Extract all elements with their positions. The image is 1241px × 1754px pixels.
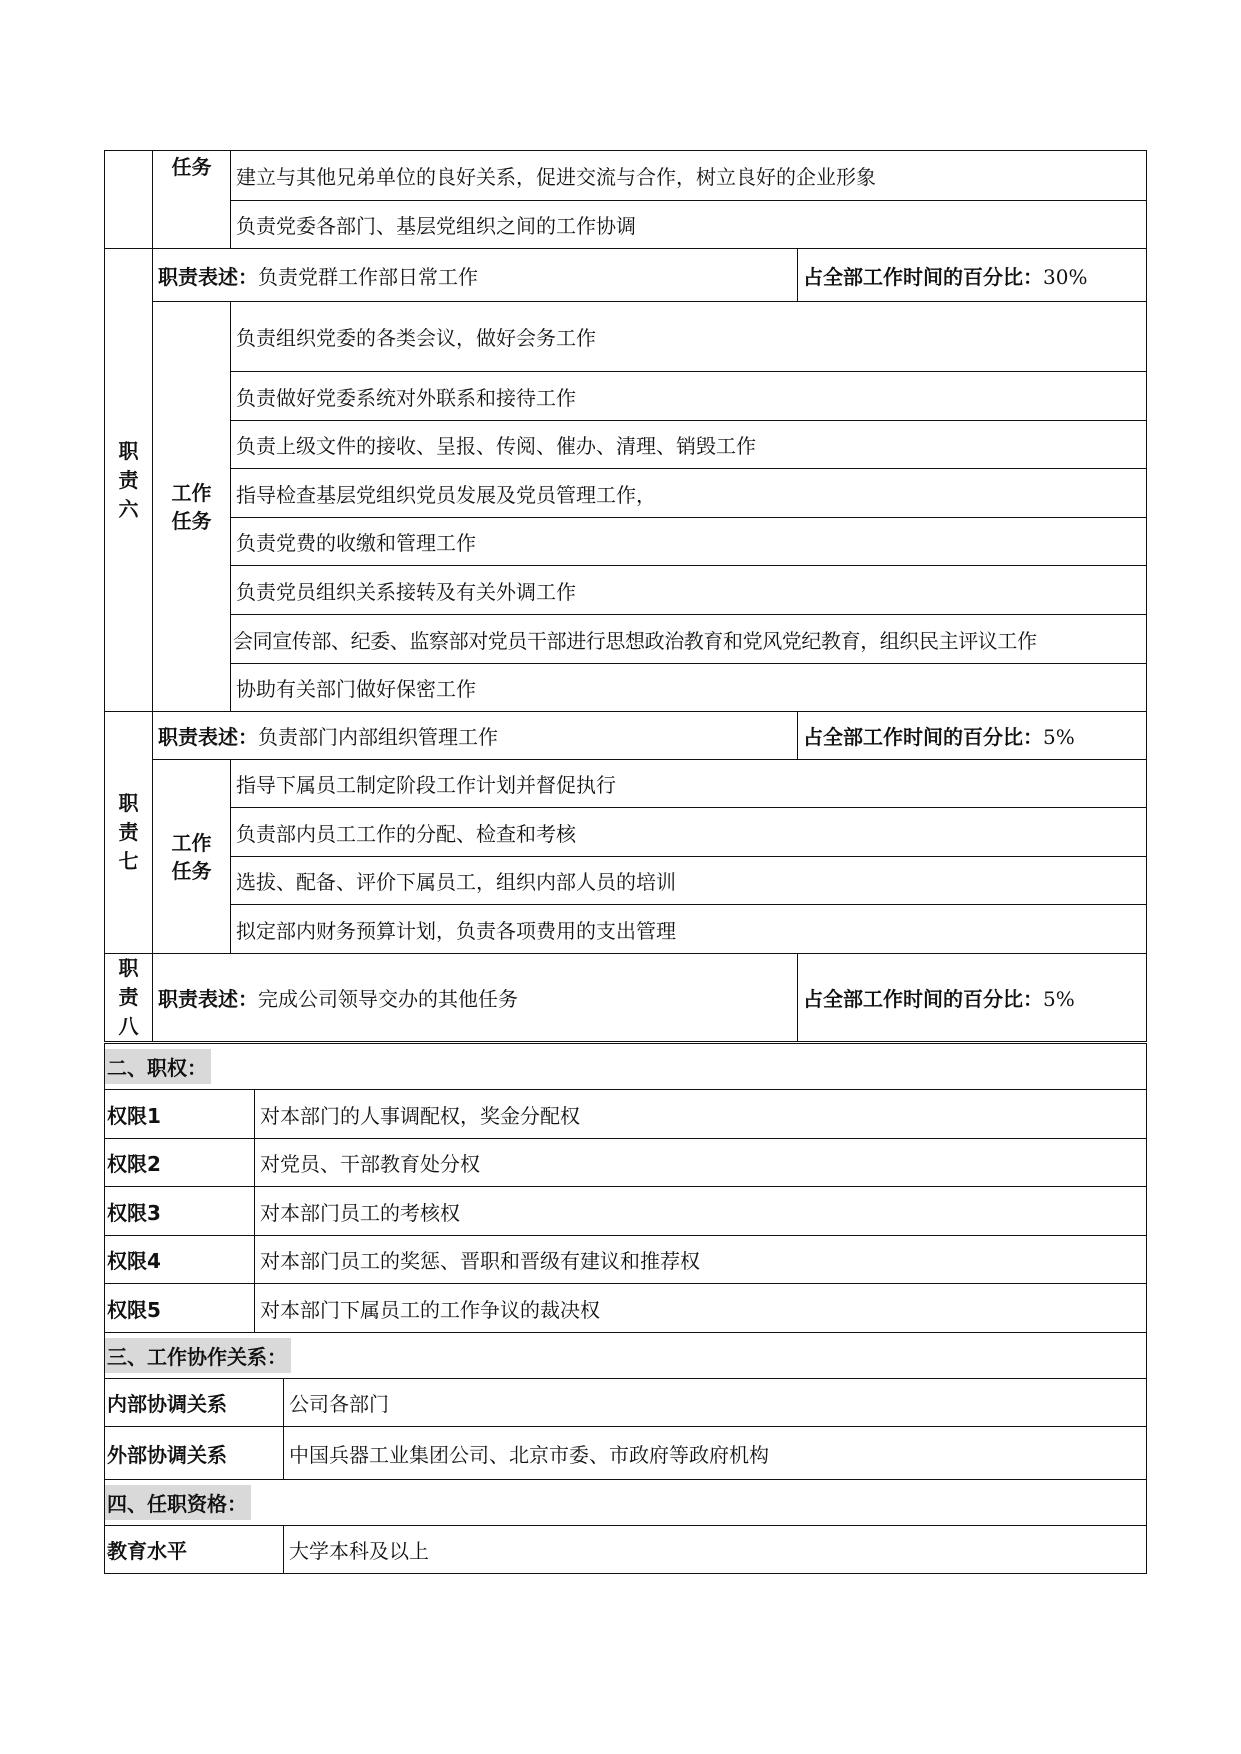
task-item: 会同宣传部、纪委、监察部对党员干部进行思想政治教育和党风党纪教育，组织民主评议工作 [231,615,1147,664]
duty8-percentage: 占全部工作时间的百分比：5% [798,954,1147,1042]
authority-value: 对本部门下属员工的工作争议的裁决权 [255,1284,1147,1333]
relations-table [104,1332,1147,1480]
authority-label: 权限4 [105,1236,255,1284]
duties-table [104,150,1147,1042]
task-item: 指导下属员工制定阶段工作计划并督促执行 [231,760,1147,808]
task-item: 负责党委各部门、基层党组织之间的工作协调 [231,201,1147,249]
task-item: 选拔、配备、评价下属员工，组织内部人员的培训 [231,857,1147,905]
task-item: 负责上级文件的接收、呈报、传阅、催办、清理、销毁工作 [231,421,1147,469]
relation-value: 公司各部门 [284,1379,1147,1427]
duty6-description: 职责表述：负责党群工作部日常工作 [153,249,798,302]
task-item: 负责党费的收缴和管理工作 [231,518,1147,566]
qualification-section-header: 四、任职资格： [105,1480,1147,1526]
duty7-label: 职 责 七 [105,712,153,954]
duty7-task-label: 工作 任务 [153,760,231,954]
duty7-percentage: 占全部工作时间的百分比：5% [798,712,1147,760]
task-item: 负责做好党委系统对外联系和接待工作 [231,372,1147,421]
qualification-table [104,1479,1147,1574]
task-item: 拟定部内财务预算计划，负责各项费用的支出管理 [231,905,1147,954]
authority-value: 对党员、干部教育处分权 [255,1139,1147,1187]
authority-table [104,1043,1147,1333]
authority-value: 对本部门员工的考核权 [255,1187,1147,1236]
authority-value: 对本部门员工的奖惩、晋职和晋级有建议和推荐权 [255,1236,1147,1284]
qualification-label: 教育水平 [105,1526,284,1574]
task-item: 协助有关部门做好保密工作 [231,664,1147,712]
task-sub-label: 任务 [153,151,231,249]
authority-section-header: 二、职权： [105,1044,1147,1090]
relation-label: 内部协调关系 [105,1379,284,1427]
task-item: 建立与其他兄弟单位的良好关系，促进交流与合作，树立良好的企业形象 [231,151,1147,201]
duty6-percentage: 占全部工作时间的百分比：30% [798,249,1147,302]
task-item: 指导检查基层党组织党员发展及党员管理工作， [231,469,1147,518]
task-item: 负责组织党委的各类会议，做好会务工作 [231,302,1147,372]
duty6-task-label: 工作 任务 [153,302,231,712]
authority-label: 权限2 [105,1139,255,1187]
relations-section-header: 三、工作协作关系： [105,1333,1147,1379]
authority-label: 权限1 [105,1090,255,1139]
duty7-description: 职责表述：负责部门内部组织管理工作 [153,712,798,760]
duty8-label: 职 责 八 [105,954,153,1042]
authority-value: 对本部门的人事调配权，奖金分配权 [255,1090,1147,1139]
authority-label: 权限3 [105,1187,255,1236]
duty6-label: 职 责 六 [105,249,153,712]
task-item: 负责党员组织关系接转及有关外调工作 [231,566,1147,615]
authority-label: 权限5 [105,1284,255,1333]
relation-label: 外部协调关系 [105,1427,284,1480]
task-item: 负责部内员工工作的分配、检查和考核 [231,808,1147,857]
duty-label-empty [105,151,153,249]
duty8-description: 职责表述：完成公司领导交办的其他任务 [153,954,798,1042]
qualification-value: 大学本科及以上 [284,1526,1147,1574]
relation-value: 中国兵器工业集团公司、北京市委、市政府等政府机构 [284,1427,1147,1480]
